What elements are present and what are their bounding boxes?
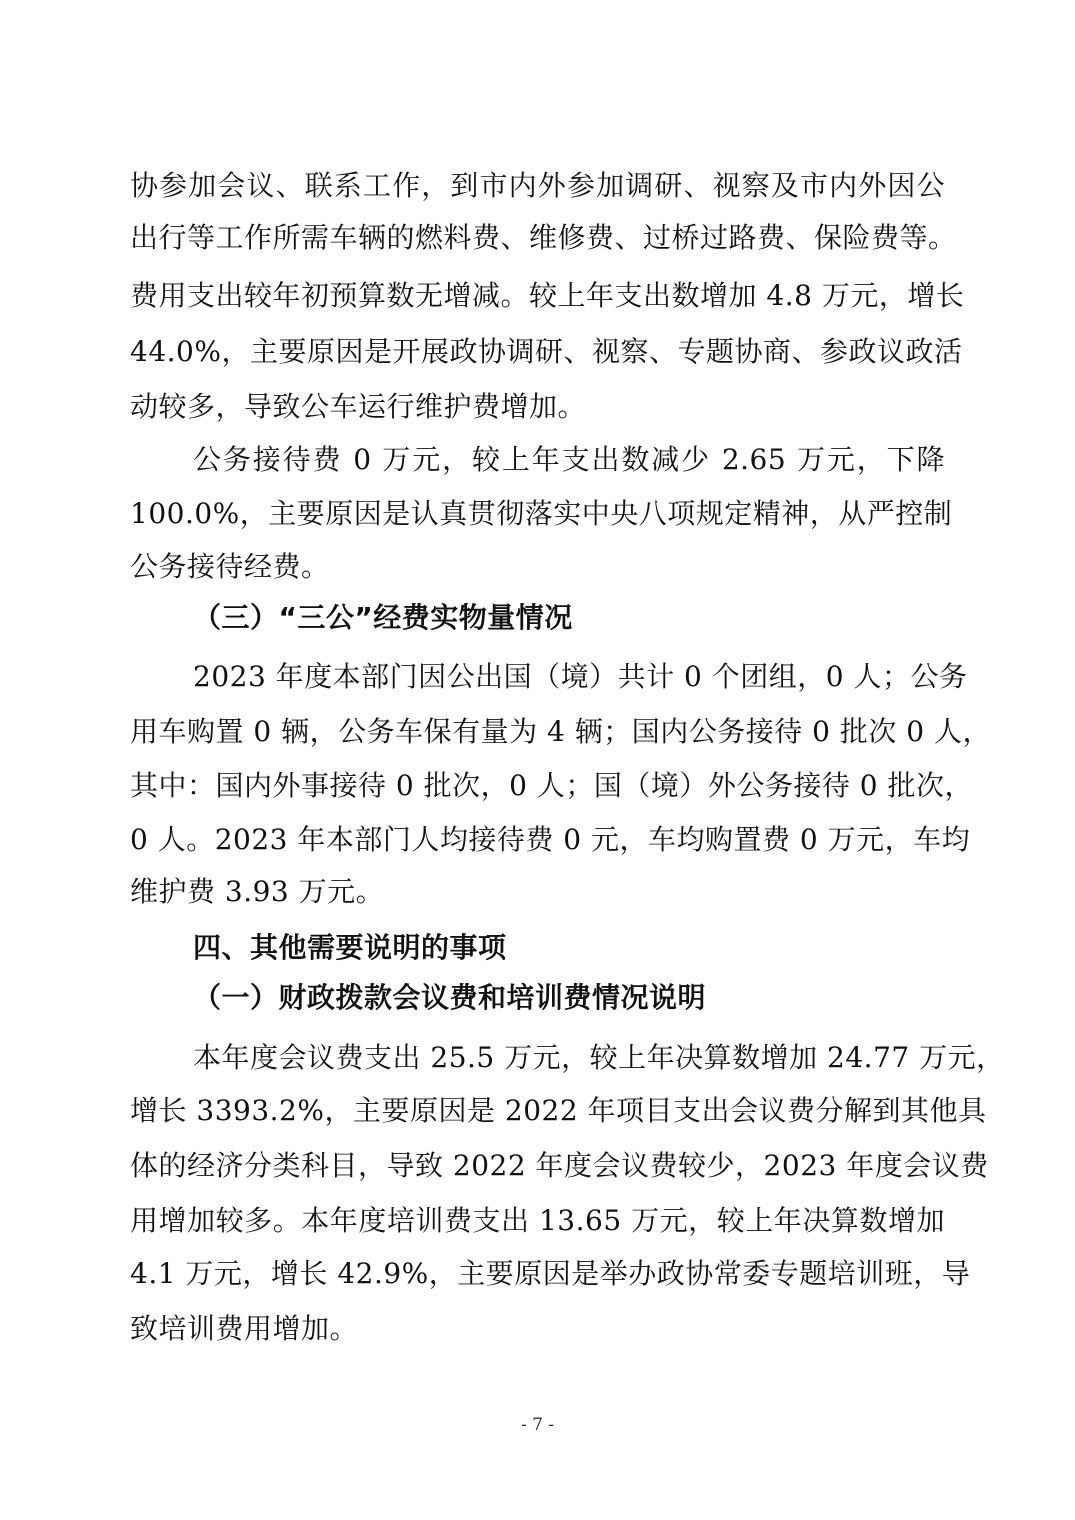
paragraph-line: 增长 3393.2%，主要原因是 2022 年项目支出会议费分解到其他具 xyxy=(130,1094,987,1127)
paragraph-line: 用车购置 0 辆，公务车保有量为 4 辆；国内公务接待 0 批次 0 人， xyxy=(130,715,991,748)
paragraph-line: 出行等工作所需车辆的燃料费、维修费、过桥过路费、保险费等。 xyxy=(130,221,957,254)
page-number: - 7 - xyxy=(520,1415,555,1435)
paragraph-line: 100.0%，主要原因是认真贯彻落实中央八项规定精神，从严控制 xyxy=(130,497,953,530)
paragraph-line: 4.1 万元，增长 42.9%，主要原因是举办政协常委专题培训班，导 xyxy=(130,1257,971,1290)
paragraph-line: 致培训费用增加。 xyxy=(130,1312,359,1345)
paragraph-line: 公务接待费 0 万元，较上年支出数减少 2.65 万元，下降 xyxy=(193,443,945,476)
paragraph-line: 动较多，导致公车运行维护费增加。 xyxy=(130,390,587,423)
paragraph-line: 其中：国内外事接待 0 批次，0 人；国（境）外公务接待 0 批次， xyxy=(130,769,973,802)
paragraph-line: 协参加会议、联系工作，到市内外参加调研、视察及市内外因公 xyxy=(130,169,945,202)
paragraph-line: 体的经济分类科目，导致 2022 年度会议费较少，2023 年度会议费 xyxy=(130,1149,989,1182)
paragraph-line: 维护费 3.93 万元。 xyxy=(130,875,385,908)
section-subheading: （一）财政拨款会议费和培训费情况说明 xyxy=(193,981,707,1014)
section-heading: （三）“三公”经费实物量情况 xyxy=(193,601,573,634)
paragraph-line: 用增加较多。本年度培训费支出 13.65 万元，较上年决算数增加 xyxy=(130,1204,945,1237)
section-heading: 四、其他需要说明的事项 xyxy=(193,931,507,964)
paragraph-line: 0 人。2023 年本部门人均接待费 0 元，车均购置费 0 万元，车均 xyxy=(130,823,971,856)
paragraph-line: 费用支出较年初预算数无增减。较上年支出数增加 4.8 万元，增长 xyxy=(130,279,965,312)
paragraph-line: 2023 年度本部门因公出国（境）共计 0 个团组，0 人；公务 xyxy=(193,660,968,693)
paragraph-line: 本年度会议费支出 25.5 万元，较上年决算数增加 24.77 万元， xyxy=(193,1041,1005,1074)
paragraph-line: 公务接待经费。 xyxy=(130,550,330,583)
paragraph-line: 44.0%，主要原因是开展政协调研、视察、专题协商、参政议政活 xyxy=(130,335,963,368)
